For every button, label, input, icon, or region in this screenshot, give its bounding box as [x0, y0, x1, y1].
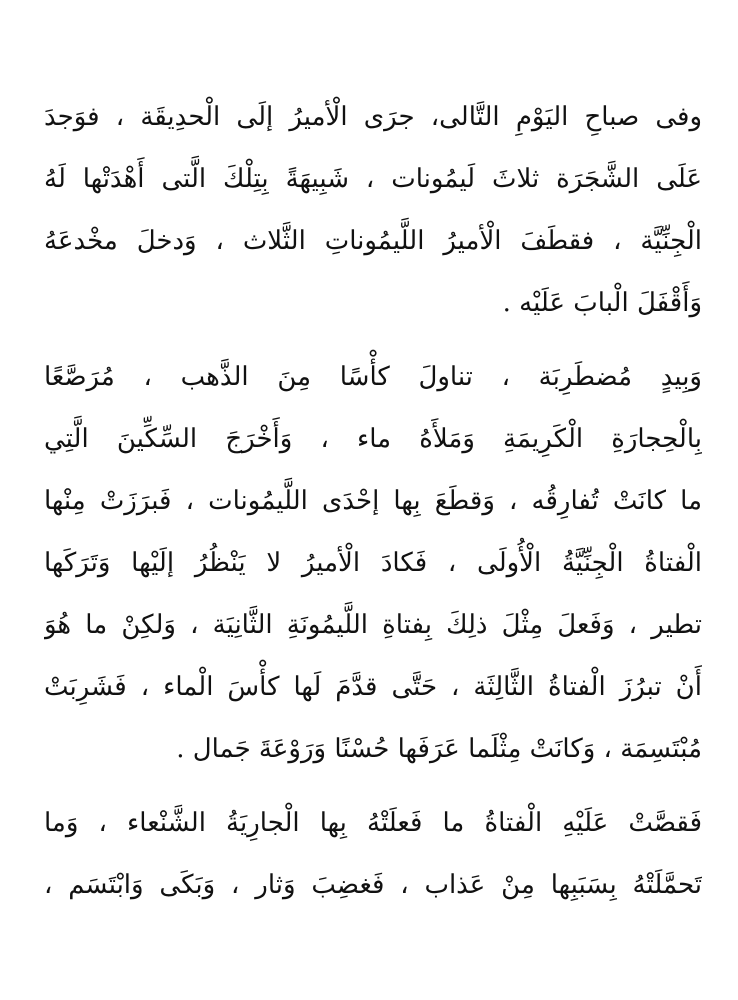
paragraph-2: [44, 346, 702, 780]
text-line: أَنْ تبرُزَ الْفتاةُ الثَّالِثَة ، حَتَّى قدَّمَ لَها كأْسَ الْماء ، فَشَرِبَتْ: [44, 672, 702, 702]
text-line: الْفتاةُ الْجِنِّيَّةُ الْأُولَى ، فَكادَ الْأميرُ لا يَنْظُرُ إلَيْها وَتَرَكَها: [44, 548, 702, 578]
text-line: مُبْتَسِمَة ، وَكانَتْ مِثْلَما عَرَفَها حُسْنًا وَرَوْعَةَ جَمال .: [176, 734, 702, 764]
paragraph-3: [44, 792, 702, 916]
text-line: وَبِيدٍ مُضطَرِبَة ، تناولَ كأْسًا مِنَ الذَّهب ، مُرَصَّعًا: [44, 362, 702, 392]
arabic-story-text: [44, 86, 702, 916]
text-line: عَلَى الشَّجَرَة ثلاثَ لَيمُونات ، شَبِيهَةً بِتِلْكَ الَّتى أَهْدَتْها لَهُ: [44, 164, 702, 194]
text-line: وفى صباحِ اليَوْمِ التَّالى، جرَى الْأميرُ إلَى الْحدِيقَة ، فوَجدَ: [44, 102, 702, 132]
paragraph-1: [44, 86, 702, 334]
text-line: وَأَقْفَلَ الْبابَ عَلَيْه .: [502, 288, 702, 318]
text-line: تَحمَّلَتْهُ بِسَبَبِها مِنْ عَذاب ، فَغضِبَ وَثار ، وَبَكَى وَابْتَسَم ،: [44, 870, 702, 900]
text-line: بِالْحِجارَةِ الْكَرِيمَةِ وَمَلأَهُ ماء ، وَأَخْرَجَ السِّكِّينَ الَّتِي: [44, 424, 702, 454]
text-line: ما كانَتْ تُفارِقُه ، وَقطَعَ بِها إحْدَى اللَّيمُونات ، فَبرَزَتْ مِنْها: [44, 486, 702, 516]
text-line: تطير ، وَفَعلَ مِثْلَ ذلِكَ بِفتاةِ اللَّيمُونَةِ الثَّانِيَة ، وَلكِنْ ما هُوَ: [44, 610, 702, 640]
text-line: فَقصَّتْ عَلَيْهِ الْفتاةُ ما فَعلَتْهُ بِها الْجارِيَةُ الشَّنْعاء ، وَما: [44, 808, 702, 838]
text-line: الْجِنِّيَّة ، فقطَفَ الْأميرُ اللَّيمُوناتِ الثَّلاث ، وَدخلَ مخْدعَهُ: [44, 226, 702, 256]
